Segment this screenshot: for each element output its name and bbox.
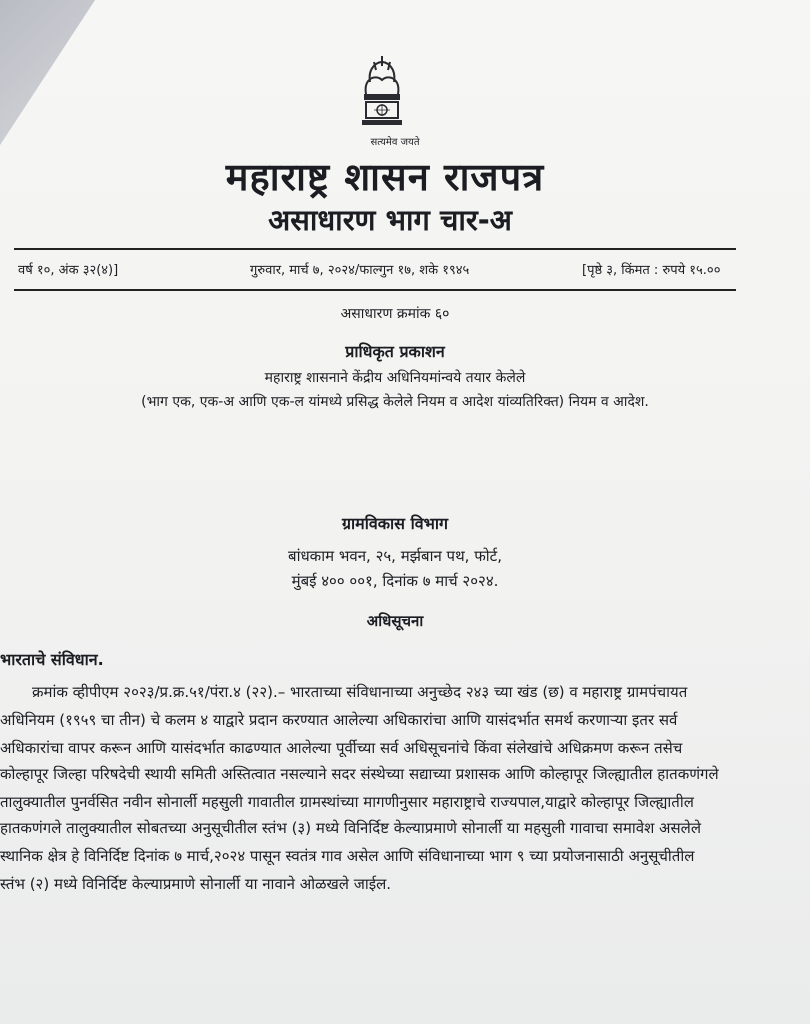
notification-line: अधिनियम (१९५९ चा तीन) चे कलम ४ याद्वारे प्रदान करण्यात आलेल्या अधिकारांचा आणि यासंदर्भात समर्थ करणाऱ्या इतर सर्व (0, 711, 678, 729)
notification-line: हातकणंगले तालुक्यातील सोबतच्या अनुसूचीतील स्तंभ (३) मध्ये विनिर्दिष्ट केल्याप्रमाणे सोनार्ली या महसुली गावाचा समावेश असलेले (0, 819, 701, 837)
description-line: महाराष्ट्र शासनाने केंद्रीय अधिनियमांन्वये तयार केलेले (264, 370, 526, 386)
department-address: मुंबई ४०० ००१, दिनांक ७ मार्च २०२४. (291, 572, 499, 590)
volume-issue: वर्ष १०, अंक ३२(४)] (18, 263, 119, 278)
extraordinary-number: असाधारण क्रमांक ६० (340, 306, 450, 322)
department-name: ग्रामविकास विभाग (341, 514, 449, 533)
gazette-title: महाराष्ट्र शासन राजपत्र (225, 155, 545, 199)
header-rule-top (14, 248, 736, 250)
description-line: (भाग एक, एक-अ आणि एक-ल यांमध्ये प्रसिद्ध केलेले नियम व आदेश यांव्यतिरिक्त) नियम व आदेश. (141, 394, 649, 410)
notification-subject: भारताचे संविधान. (0, 650, 104, 669)
date-line: गुरुवार, मार्च ७, २०२४/फाल्गुन १७, शके १९४५ (250, 263, 470, 278)
department-address: बांधकाम भवन, २५, मर्झबान पथ, फोर्ट, (288, 547, 502, 565)
authority-label: प्राधिकृत प्रकाशन (345, 342, 445, 361)
ashoka-emblem-icon (356, 52, 408, 134)
emblem-motto: सत्यमेव जयते (370, 137, 420, 148)
notification-line: क्रमांक व्हीपीएम २०२३/प्र.क्र.५१/पंरा.४ (२२).– भारताच्या संविधानाच्या अनुच्छेद २४३ च्या खंड (छ) व महाराष्ट्र ग्रामपंचायत (32, 683, 688, 701)
notification-line: स्तंभ (२) मध्ये विनिर्दिष्ट केल्याप्रमाणे सोनार्ली या नावाने ओळखले जाईल. (0, 875, 392, 893)
gazette-subtitle: असाधारण भाग चार-अ (268, 203, 512, 237)
notification-line: कोल्हापूर जिल्हा परिषदेची स्थायी समिती अस्तित्वात नसल्याने सदर संस्थेच्या सद्याच्या प्रशासक आणि कोल्हापूर जिल्ह्यातील हातकणंगले (0, 765, 719, 783)
notification-line: तालुक्यातील पुनर्वसित नवीन सोनार्ली महसुली गावातील ग्रामस्थांच्या मागणीनुसार महाराष्ट्राचे राज्यपाल,याद्वारे कोल्हापूर जिल्ह्यातील (0, 793, 694, 811)
page-price: [पृष्ठे ३, किंमत : रुपये १५.०० (582, 263, 721, 278)
notification-heading: अधिसूचना (366, 612, 424, 630)
header-rule-bottom (14, 289, 736, 291)
notification-line: स्थानिक क्षेत्र हे विनिर्दिष्ट दिनांक ७ मार्च,२०२४ पासून स्वतंत्र गाव असेल आणि संविधानाच्या भाग ९ च्या प्रयोजनासाठी अनुसूचीतील (0, 847, 695, 865)
notification-line: अधिकारांचा वापर करून आणि यासंदर्भात काढण्यात आलेल्या पूर्वीच्या सर्व अधिसूचनांचे किंवा संलेखांचे अधिक्रमण करून तसेच (0, 739, 683, 757)
